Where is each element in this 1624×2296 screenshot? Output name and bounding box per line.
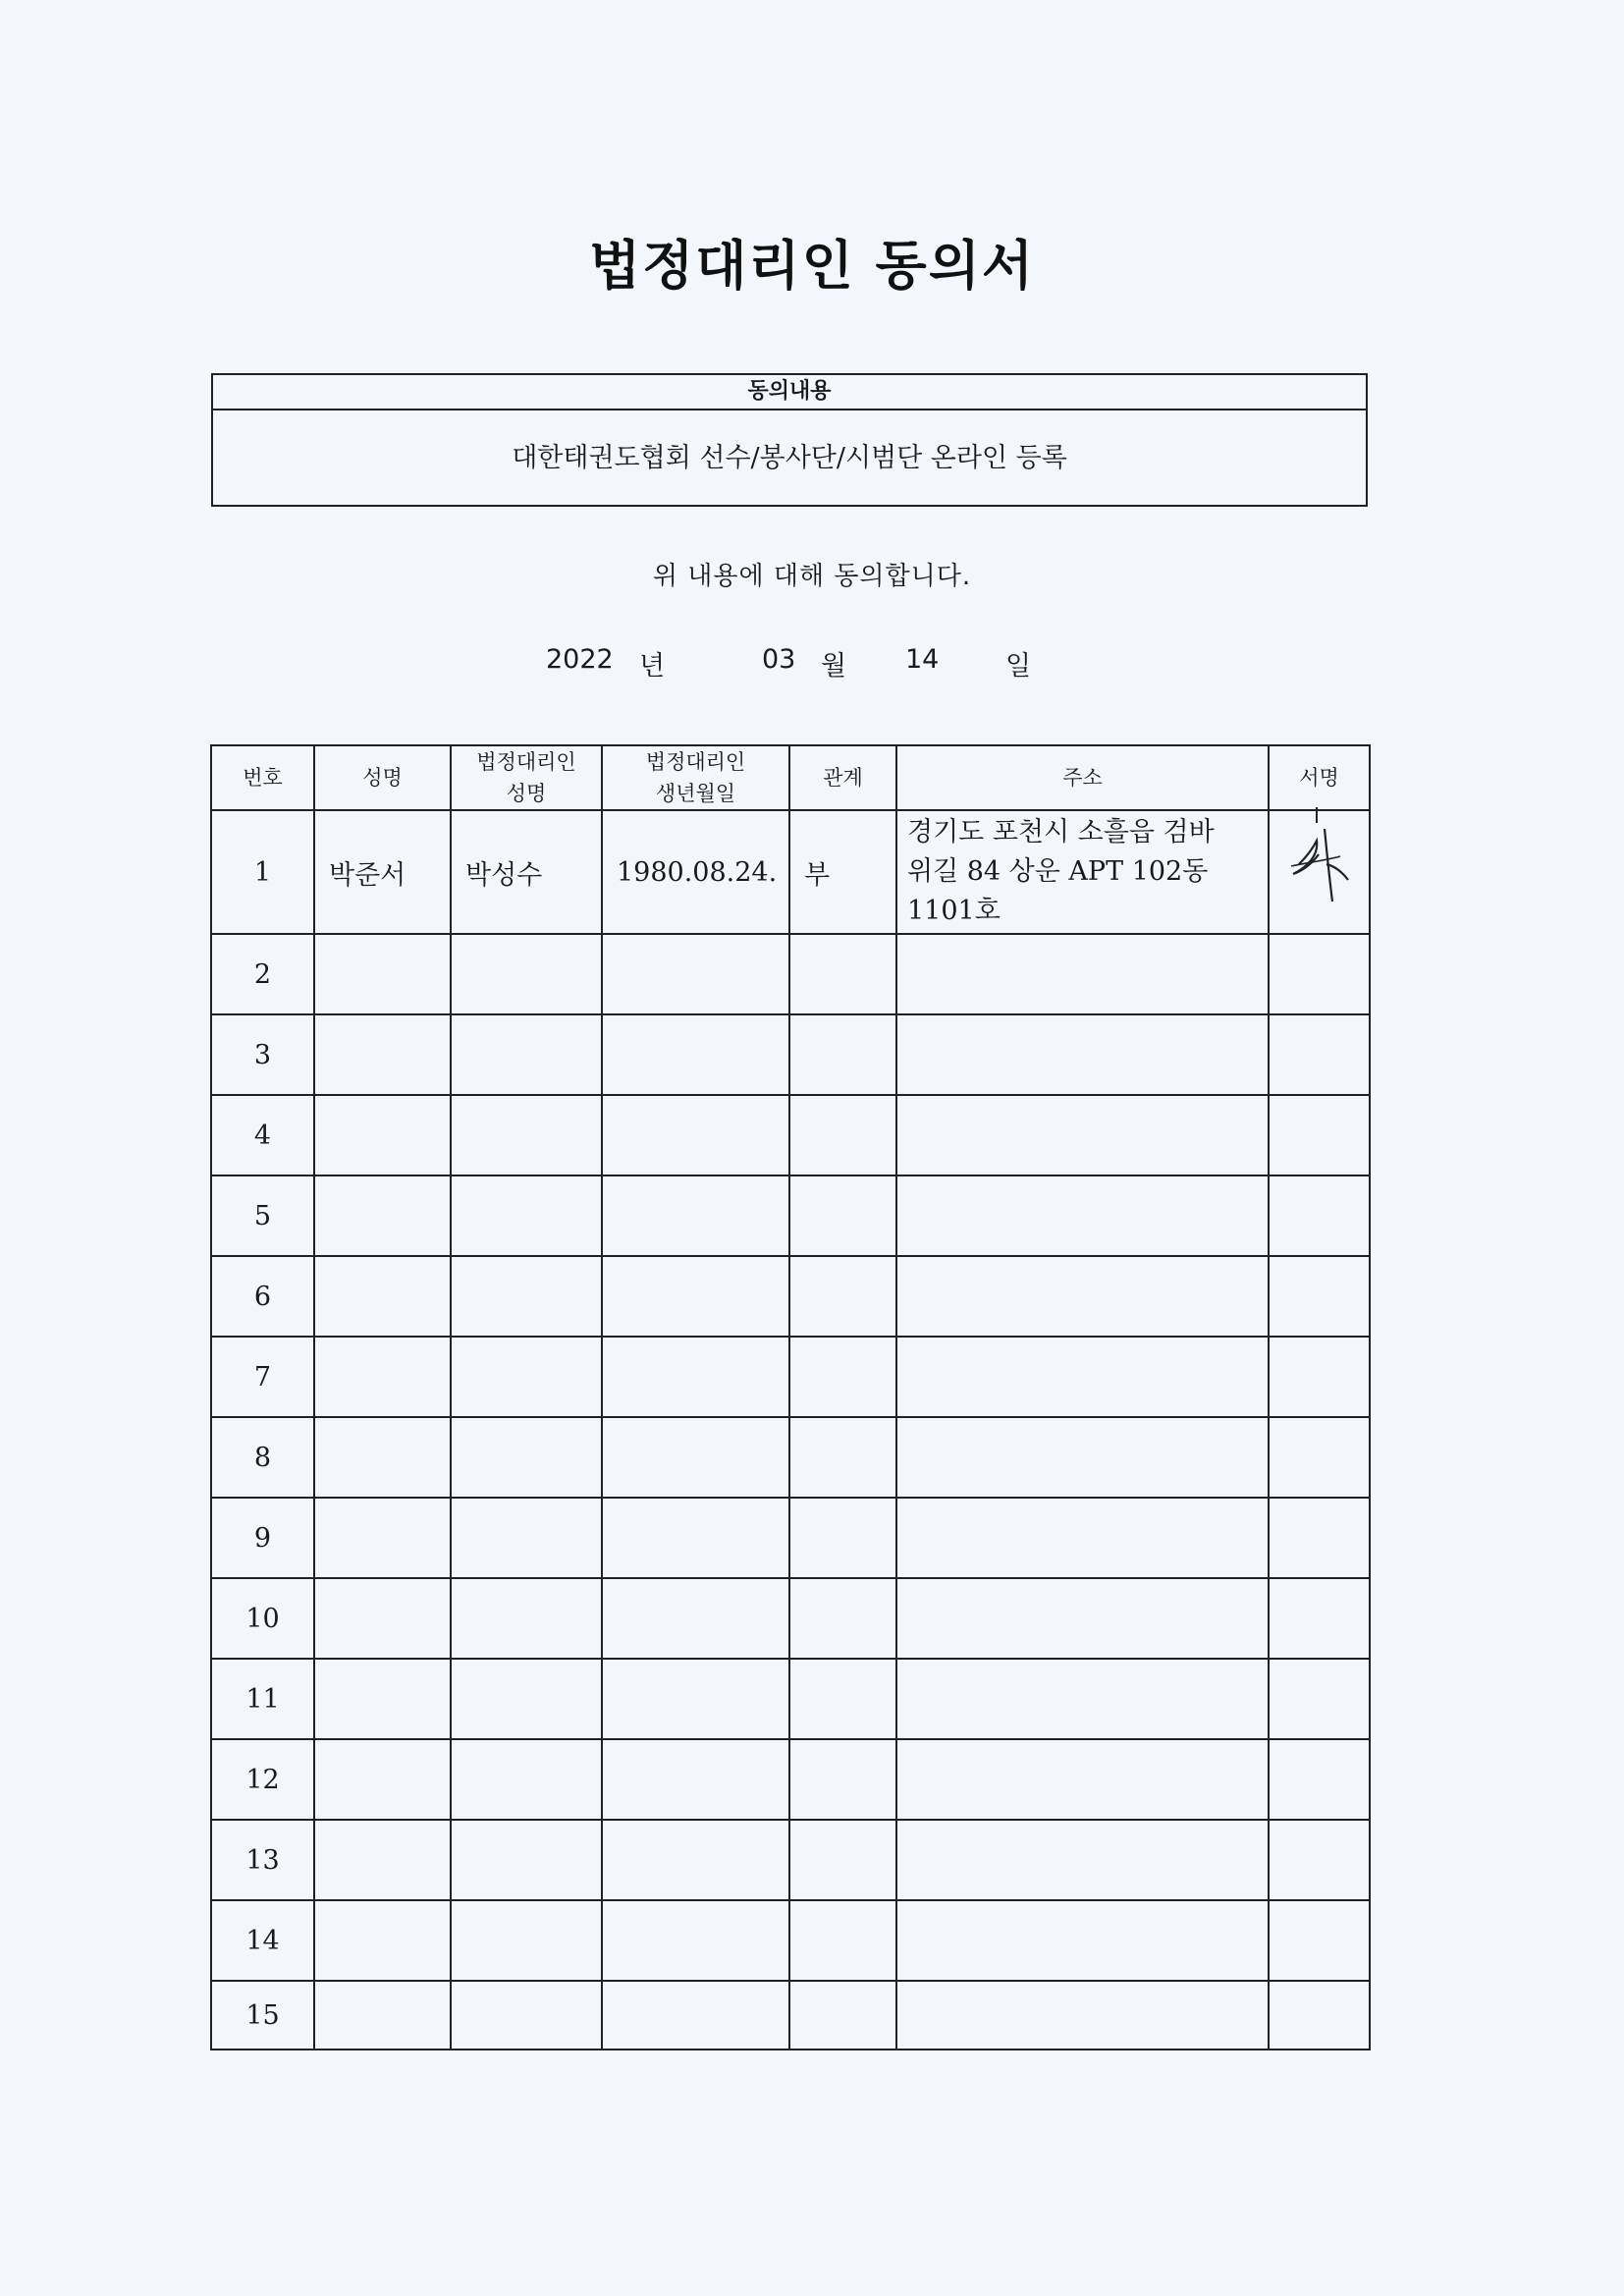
row-signature <box>1269 1820 1370 1900</box>
row-guardian-birth <box>602 1417 789 1498</box>
row-name: 박준서 <box>314 810 451 934</box>
date-year-unit: 년 <box>639 651 666 682</box>
consent-header: 동의내용 <box>213 375 1366 410</box>
row-address <box>896 1820 1269 1900</box>
row-guardian-name <box>451 1498 602 1578</box>
row-guardian-birth <box>602 1095 789 1175</box>
row-guardian-birth <box>602 1014 789 1095</box>
table-row <box>211 1900 1370 1981</box>
row-guardian-name <box>451 934 602 1014</box>
row-address <box>896 1981 1269 2050</box>
row-number: 3 <box>211 1014 314 1095</box>
table-row <box>211 1417 1370 1498</box>
row-guardian-birth <box>602 1981 789 2050</box>
row-number: 13 <box>211 1820 314 1900</box>
row-guardian-name <box>451 1417 602 1498</box>
table-row <box>211 1175 1370 1256</box>
row-signature <box>1269 1175 1370 1256</box>
row-signature <box>1269 1337 1370 1417</box>
registration-table <box>210 744 1371 2050</box>
table-row <box>211 934 1370 1014</box>
row-guardian-birth <box>602 1659 789 1739</box>
row-relation: 부 <box>789 810 896 934</box>
row-number: 15 <box>211 1981 314 2050</box>
row-signature <box>1269 1739 1370 1820</box>
header-signature: 서명 <box>1269 745 1370 810</box>
row-address <box>896 934 1269 1014</box>
table-row <box>211 1095 1370 1175</box>
agree-statement: 위 내용에 대해 동의합니다. <box>652 562 972 591</box>
row-name <box>314 1981 451 2050</box>
header-address: 주소 <box>896 745 1269 810</box>
row-address <box>896 1014 1269 1095</box>
row-signature <box>1269 934 1370 1014</box>
table-row <box>211 1498 1370 1578</box>
row-relation <box>789 1900 896 1981</box>
date-month: 03 <box>762 644 796 675</box>
row-number: 10 <box>211 1578 314 1659</box>
row-signature <box>1269 1659 1370 1739</box>
row-guardian-name <box>451 1659 602 1739</box>
row-name <box>314 1095 451 1175</box>
table-header-row <box>211 745 1370 810</box>
row-number: 11 <box>211 1659 314 1739</box>
consent-box <box>211 373 1368 507</box>
row-guardian-name <box>451 1095 602 1175</box>
row-guardian-birth <box>602 934 789 1014</box>
row-name <box>314 1900 451 1981</box>
row-guardian-birth <box>602 1578 789 1659</box>
header-guardian-birth-line1: 법정대리인 <box>645 750 746 774</box>
header-name: 성명 <box>314 745 451 810</box>
row-address <box>896 1578 1269 1659</box>
row-relation <box>789 1417 896 1498</box>
row-relation <box>789 1820 896 1900</box>
row-guardian-birth: 1980.08.24. <box>602 810 789 934</box>
row-address <box>896 1498 1269 1578</box>
row-guardian-name <box>451 1175 602 1256</box>
row-name <box>314 1659 451 1739</box>
row-guardian-birth <box>602 1256 789 1337</box>
row-guardian-birth <box>602 1175 789 1256</box>
row-guardian-name <box>451 1256 602 1337</box>
row-guardian-name <box>451 1739 602 1820</box>
address-line-2: 위길 84 상운 APT 102동 <box>907 856 1209 887</box>
row-address <box>896 1095 1269 1175</box>
row-signature <box>1269 1095 1370 1175</box>
row-address <box>896 1659 1269 1739</box>
row-guardian-name <box>451 1014 602 1095</box>
row-guardian-name <box>451 1337 602 1417</box>
address-line-1: 경기도 포천시 소흘읍 검바 <box>907 817 1215 847</box>
row-name <box>314 1739 451 1820</box>
signature-icon <box>1279 805 1358 913</box>
row-number: 2 <box>211 934 314 1014</box>
row-signature <box>1269 1981 1370 2050</box>
row-number: 7 <box>211 1337 314 1417</box>
row-guardian-birth <box>602 1900 789 1981</box>
header-guardian-name-line1: 법정대리인 <box>476 750 576 774</box>
row-address <box>896 810 1269 934</box>
header-guardian-birth-line2: 생년월일 <box>655 782 736 805</box>
date-day: 14 <box>905 644 940 675</box>
address-line-3: 1101호 <box>907 896 1001 926</box>
row-name <box>314 934 451 1014</box>
row-signature <box>1269 810 1370 934</box>
date-day-unit: 일 <box>1005 651 1032 682</box>
row-guardian-name <box>451 1981 602 2050</box>
row-relation <box>789 1659 896 1739</box>
row-name <box>314 1578 451 1659</box>
table-row <box>211 1256 1370 1337</box>
row-name <box>314 1417 451 1498</box>
table-row <box>211 1659 1370 1739</box>
row-number: 1 <box>211 810 314 934</box>
table-row <box>211 1820 1370 1900</box>
row-relation <box>789 1739 896 1820</box>
row-signature <box>1269 1256 1370 1337</box>
row-relation <box>789 1175 896 1256</box>
row-guardian-name <box>451 1578 602 1659</box>
row-name <box>314 1820 451 1900</box>
header-guardian-birth <box>602 745 789 810</box>
row-name <box>314 1014 451 1095</box>
row-address <box>896 1337 1269 1417</box>
consent-content: 대한태권도협회 선수/봉사단/시범단 온라인 등록 <box>512 443 1067 473</box>
row-address <box>896 1417 1269 1498</box>
row-number: 14 <box>211 1900 314 1981</box>
row-number: 8 <box>211 1417 314 1498</box>
row-guardian-name <box>451 1900 602 1981</box>
row-name <box>314 1175 451 1256</box>
row-guardian-birth <box>602 1739 789 1820</box>
table-row <box>211 1578 1370 1659</box>
row-number: 6 <box>211 1256 314 1337</box>
row-guardian-name: 박성수 <box>451 810 602 934</box>
row-address <box>896 1900 1269 1981</box>
row-name <box>314 1498 451 1578</box>
row-relation <box>789 1014 896 1095</box>
document-title: 법정대리인 동의서 <box>588 235 1036 297</box>
date-month-unit: 월 <box>821 651 847 682</box>
row-guardian-name <box>451 1820 602 1900</box>
row-relation <box>789 1578 896 1659</box>
row-address <box>896 1175 1269 1256</box>
row-relation <box>789 1095 896 1175</box>
row-signature <box>1269 1014 1370 1095</box>
row-name <box>314 1256 451 1337</box>
table-row <box>211 1739 1370 1820</box>
row-relation <box>789 934 896 1014</box>
header-guardian-name-line2: 성명 <box>506 782 547 805</box>
header-relation: 관계 <box>789 745 896 810</box>
header-no: 번호 <box>211 745 314 810</box>
row-signature <box>1269 1498 1370 1578</box>
row-relation <box>789 1337 896 1417</box>
row-guardian-birth <box>602 1498 789 1578</box>
table-row <box>211 810 1370 934</box>
row-signature <box>1269 1578 1370 1659</box>
table-row <box>211 1014 1370 1095</box>
row-relation <box>789 1498 896 1578</box>
row-signature <box>1269 1900 1370 1981</box>
row-number: 9 <box>211 1498 314 1578</box>
row-number: 12 <box>211 1739 314 1820</box>
row-guardian-birth <box>602 1337 789 1417</box>
row-name <box>314 1337 451 1417</box>
row-number: 5 <box>211 1175 314 1256</box>
row-relation <box>789 1981 896 2050</box>
header-guardian-name <box>451 745 602 810</box>
row-guardian-birth <box>602 1820 789 1900</box>
row-signature <box>1269 1417 1370 1498</box>
table-row <box>211 1337 1370 1417</box>
table-row <box>211 1981 1370 2050</box>
row-address <box>896 1256 1269 1337</box>
date-year: 2022 <box>546 644 614 675</box>
row-number: 4 <box>211 1095 314 1175</box>
row-relation <box>789 1256 896 1337</box>
row-address <box>896 1739 1269 1820</box>
